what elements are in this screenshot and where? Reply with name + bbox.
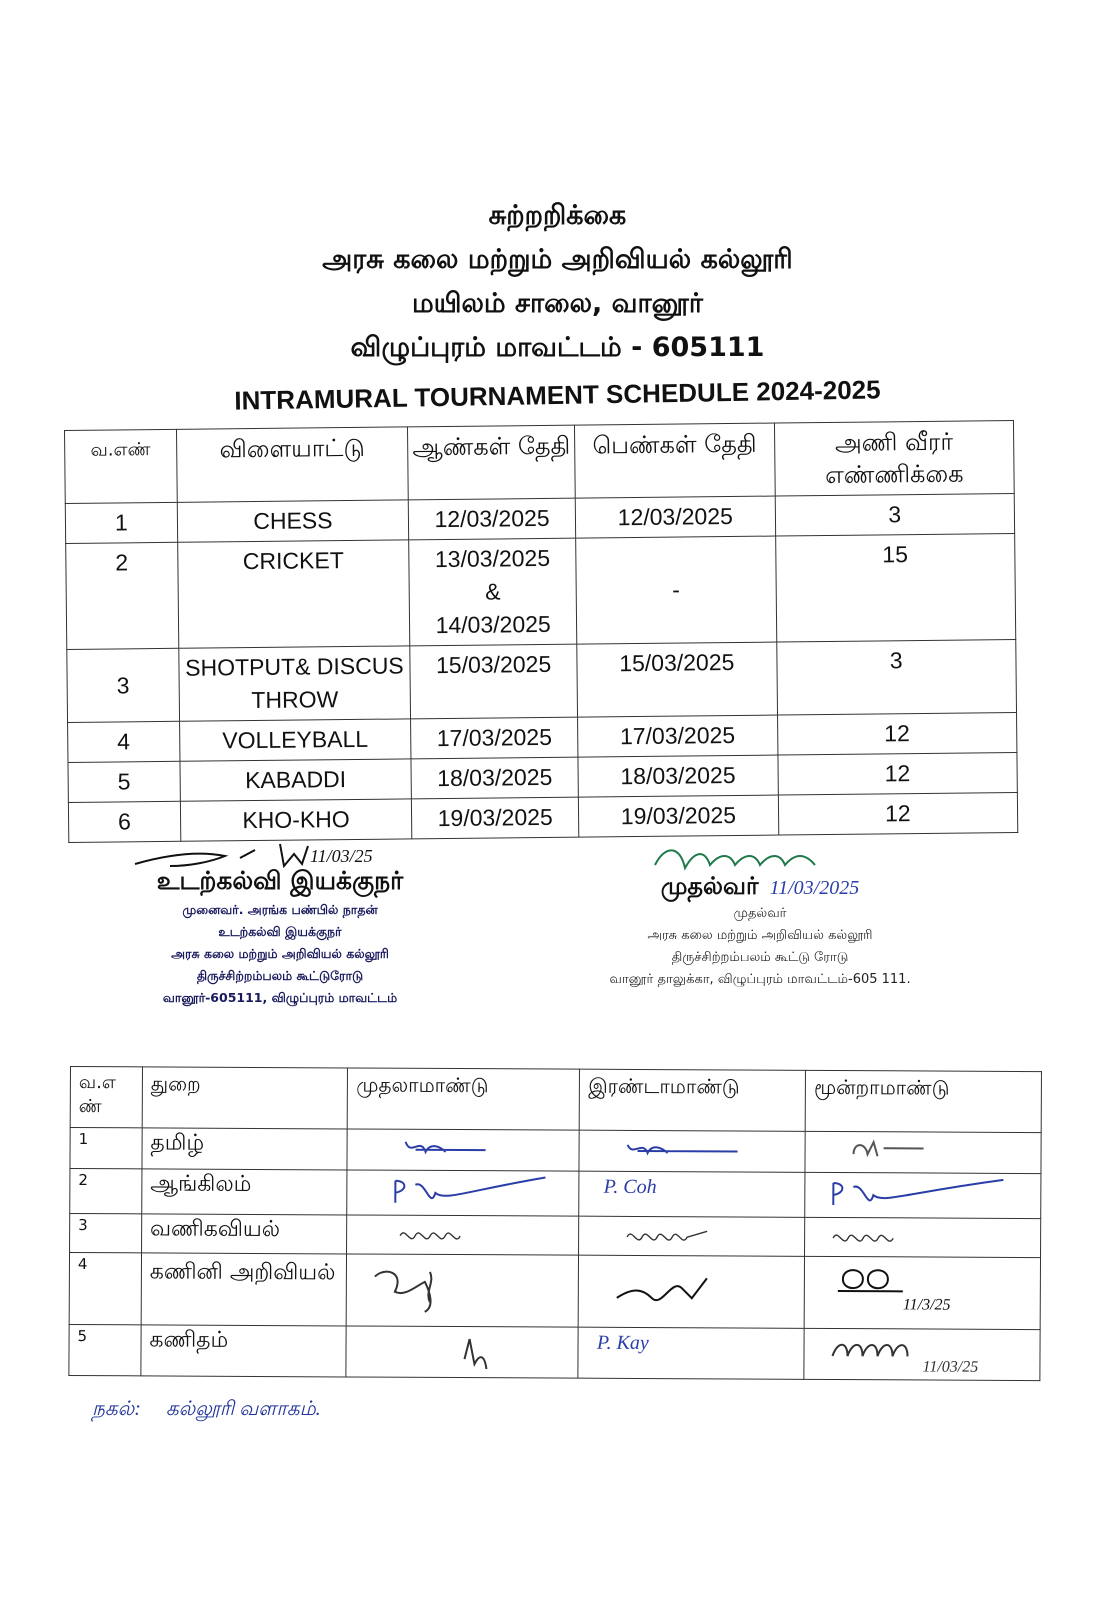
row-men-date: 19/03/2025 bbox=[412, 797, 579, 839]
row-women-date: - bbox=[576, 536, 777, 644]
col-header-second-year: இரண்டாமாண்டு bbox=[579, 1069, 805, 1131]
row-men-date: 15/03/2025 bbox=[410, 644, 578, 719]
signature-second-year bbox=[578, 1255, 804, 1328]
table-row bbox=[67, 640, 1017, 723]
dept-row-name: வணிகவியல் bbox=[141, 1214, 347, 1254]
row-sn: 4 bbox=[68, 721, 180, 762]
signature-first-year bbox=[346, 1326, 578, 1378]
college-address: மயிலம் சாலை, வானூர் bbox=[412, 288, 703, 319]
row-sn: 2 bbox=[66, 542, 179, 649]
dept-row-sn: 1 bbox=[70, 1128, 142, 1169]
signature-date-pd: 11/03/25 bbox=[310, 846, 373, 866]
row-sport: KABADDI bbox=[180, 759, 412, 801]
signature-second-year bbox=[579, 1216, 805, 1256]
col-header-men-date: ஆண்கள் தேதி bbox=[408, 425, 576, 500]
college-district: விழுப்புரம் மாவட்டம் - 605111 bbox=[350, 332, 765, 363]
signature-date: 11/3/25 bbox=[902, 1296, 951, 1314]
row-players: 12 bbox=[778, 793, 1018, 836]
handwritten-signature bbox=[355, 1256, 515, 1317]
dept-row-name: தமிழ் bbox=[142, 1128, 348, 1170]
signature-principal bbox=[650, 840, 870, 880]
dept-header-row bbox=[70, 1067, 1041, 1133]
copy-note-label: நகல்: bbox=[92, 1398, 141, 1420]
signature-third-year bbox=[805, 1172, 1041, 1218]
row-players: 3 bbox=[775, 494, 1015, 537]
table-row bbox=[69, 1253, 1040, 1330]
col-header-first-year: முதலாமாண்டு bbox=[348, 1068, 580, 1130]
handwritten-signature bbox=[356, 1217, 476, 1246]
handwritten-signature: P. Coh bbox=[603, 1175, 657, 1199]
handwritten-signature bbox=[356, 1131, 496, 1162]
col-header-sport: விளையாட்டு bbox=[176, 427, 408, 502]
row-men-date: 13/03/2025 & 14/03/2025 bbox=[409, 538, 577, 646]
copy-note-text: கல்லூரி வளாகம். bbox=[165, 1398, 321, 1420]
dept-row-sn: 5 bbox=[69, 1324, 141, 1375]
row-women-date: 15/03/2025 bbox=[577, 642, 777, 717]
role-principal: முதல்வர் bbox=[660, 872, 759, 900]
handwritten-signature bbox=[813, 1175, 1013, 1210]
row-players: 3 bbox=[776, 640, 1016, 716]
signatory-physical-director bbox=[110, 836, 450, 1009]
row-men-date: 12/03/2025 bbox=[408, 498, 575, 540]
col-header-dept-sn: வ.எ ண் bbox=[70, 1067, 142, 1128]
college-name: அரசு கலை மற்றும் அறிவியல் கல்லூரி bbox=[322, 244, 793, 275]
handwritten-signature bbox=[587, 1258, 767, 1319]
row-women-date: 17/03/2025 bbox=[578, 715, 778, 757]
seal-line: திருச்சிற்றம்பலம் கூட்டு ரோடு bbox=[671, 950, 849, 965]
table-row bbox=[70, 1214, 1041, 1258]
row-players: 15 bbox=[775, 534, 1016, 643]
seal-line: வானூர்-605111, விழுப்புரம் மாவட்டம் bbox=[162, 990, 398, 1005]
seal-line: அரசு கலை மற்றும் அறிவியல் கல்லூரி bbox=[647, 928, 873, 943]
row-men-date: 17/03/2025 bbox=[411, 717, 578, 759]
row-women-date: 18/03/2025 bbox=[578, 755, 778, 797]
seal-line: முதல்வர் bbox=[733, 906, 787, 921]
col-header-third-year: மூன்றாமாண்டு bbox=[805, 1070, 1041, 1132]
handwritten-signature bbox=[813, 1259, 903, 1309]
row-players: 12 bbox=[777, 713, 1017, 756]
seal-line: முனைவர். அரங்க பண்பில் நாதன் bbox=[182, 902, 378, 917]
signature-date-principal: 11/03/2025 bbox=[769, 877, 860, 899]
dept-row-name: ஆங்கிலம் bbox=[142, 1169, 348, 1215]
circular-label: சுற்றறிக்கை bbox=[488, 200, 627, 231]
handwritten-signature bbox=[813, 1331, 923, 1372]
signature-third-year bbox=[805, 1131, 1041, 1173]
seal-line: அரசு கலை மற்றும் அறிவியல் கல்லூரி bbox=[171, 946, 389, 961]
row-sport: CHESS bbox=[177, 500, 409, 542]
col-header-players: அணி வீரர் எண்ணிக்கை bbox=[774, 421, 1014, 497]
header bbox=[0, 194, 1115, 370]
signature-first-year bbox=[347, 1170, 579, 1216]
signature-pd bbox=[130, 836, 430, 876]
handwritten-signature bbox=[587, 1219, 727, 1248]
col-header-women-date: பெண்கள் தேதி bbox=[575, 423, 775, 498]
signatory-principal bbox=[600, 840, 920, 991]
handwritten-signature bbox=[813, 1220, 933, 1249]
row-sport: SHOTPUT& DISCUS THROW bbox=[178, 646, 410, 721]
row-sport: KHO-KHO bbox=[180, 799, 412, 841]
seal-line: உடற்கல்வி இயக்குநர் bbox=[218, 924, 342, 939]
signature-date: 11/03/25 bbox=[922, 1358, 979, 1376]
role-physical-director: உடற்கல்வி இயக்குநர் bbox=[156, 866, 404, 895]
dept-row-sn: 3 bbox=[70, 1214, 142, 1253]
row-men-date: 18/03/2025 bbox=[411, 757, 578, 799]
table-row bbox=[66, 534, 1016, 650]
signature-first-year bbox=[347, 1129, 579, 1171]
handwritten-signature: P. Kay bbox=[596, 1331, 649, 1355]
signature-third-year bbox=[805, 1217, 1041, 1257]
row-women-date: 12/03/2025 bbox=[575, 496, 775, 538]
row-sn: 1 bbox=[65, 502, 177, 543]
row-sn: 3 bbox=[67, 648, 179, 722]
signature-first-year bbox=[347, 1254, 579, 1327]
signature-third-year bbox=[804, 1328, 1040, 1380]
dept-row-name: கணினி அறிவியல் bbox=[141, 1253, 347, 1326]
dept-row-name: கணிதம் bbox=[141, 1325, 347, 1377]
row-sn: 5 bbox=[68, 761, 180, 802]
table-row bbox=[70, 1128, 1041, 1174]
table-row bbox=[68, 793, 1017, 843]
col-header-dept: துறை bbox=[142, 1067, 348, 1129]
signature-second-year bbox=[579, 1130, 805, 1172]
department-signature-table bbox=[68, 1066, 1042, 1381]
handwritten-signature bbox=[588, 1133, 748, 1164]
schedule-title: INTRAMURAL TOURNAMENT SCHEDULE 2024-2025 bbox=[234, 374, 881, 416]
seal-line: திருச்சிற்றம்பலம் கூட்டுரோடு bbox=[196, 968, 364, 983]
table-row bbox=[69, 1324, 1040, 1380]
seal-principal bbox=[600, 903, 920, 991]
handwritten-signature bbox=[355, 1328, 515, 1369]
table-row bbox=[70, 1169, 1041, 1219]
row-sport: CRICKET bbox=[177, 540, 410, 648]
handwritten-signature bbox=[356, 1172, 556, 1207]
copy-note bbox=[92, 1398, 321, 1423]
col-header-sn: வ.எண் bbox=[65, 429, 177, 503]
dept-row-sn: 2 bbox=[70, 1169, 142, 1214]
dept-row-sn: 4 bbox=[69, 1253, 141, 1325]
row-sn: 6 bbox=[68, 801, 180, 842]
schedule-table bbox=[64, 420, 1018, 843]
schedule-header-row bbox=[65, 421, 1015, 504]
row-players: 12 bbox=[778, 753, 1018, 796]
signature-first-year bbox=[347, 1215, 579, 1255]
signature-second-year bbox=[578, 1327, 804, 1379]
handwritten-signature bbox=[814, 1134, 934, 1165]
signature-second-year bbox=[579, 1171, 805, 1217]
seal-line: வானூர் தாலுக்கா, விழுப்புரம் மாவட்டம்-605 111. bbox=[609, 972, 911, 987]
row-sport: VOLLEYBALL bbox=[179, 719, 411, 761]
signature-third-year bbox=[804, 1256, 1040, 1329]
seal-physical-director bbox=[110, 899, 450, 1009]
row-women-date: 19/03/2025 bbox=[578, 795, 778, 837]
